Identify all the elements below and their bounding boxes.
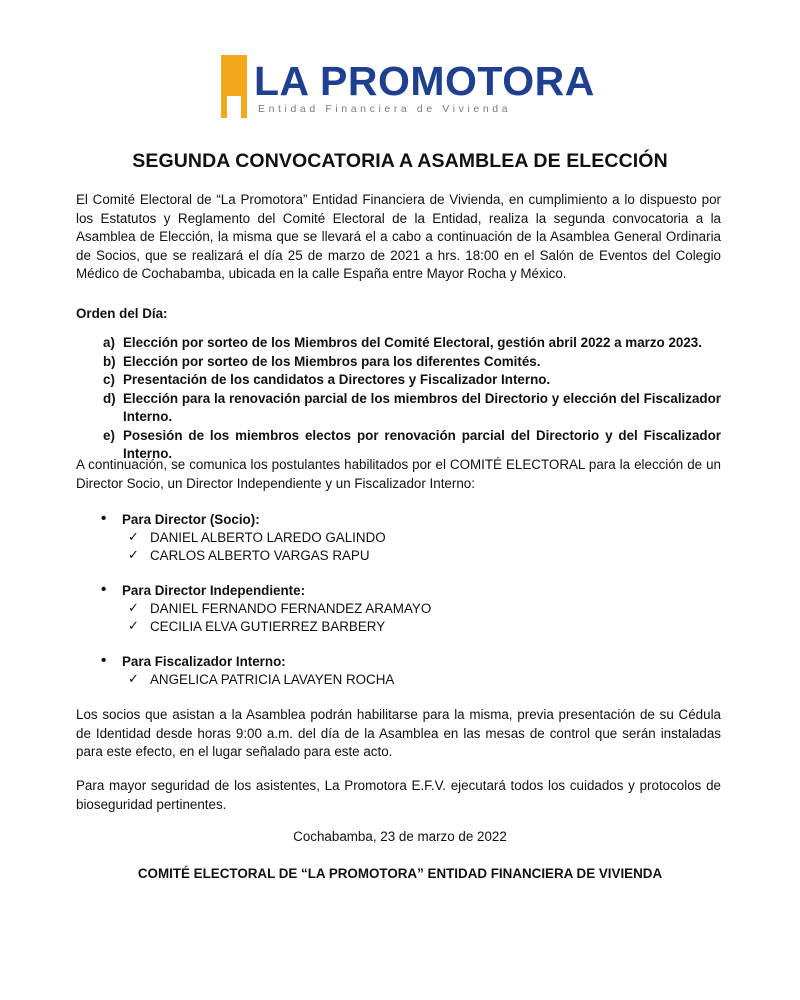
group-heading: Para Director (Socio): xyxy=(122,512,260,527)
candidate-name: DANIEL ALBERTO LAREDO GALINDO xyxy=(150,530,386,545)
candidate-name: DANIEL FERNANDO FERNANDEZ ARAMAYO xyxy=(150,601,432,616)
check-icon: ✓ xyxy=(128,601,139,616)
agenda-item: c) Presentación de los candidatos a Directores y Fiscalizador Interno. xyxy=(103,372,551,387)
signature-line: COMITÉ ELECTORAL DE “LA PROMOTORA” ENTIDAD FINANCIERA DE VIVIENDA xyxy=(137,866,663,881)
bullet-icon: • xyxy=(101,510,107,527)
registration-paragraph: Los socios que asistan a la Asamblea podrán habilitarse para la misma, previa presentación de su Cédula de Identidad desde horas 9:00 a.m. del día de la Asamblea en las mesas de control que serán instaladas para este efecto, en el lugar señalado para este acto. xyxy=(76,707,721,759)
check-icon: ✓ xyxy=(128,619,139,634)
candidate-group-director-independiente xyxy=(101,582,431,636)
logo-tagline: Entidad Financiera de Vivienda xyxy=(258,103,512,115)
candidate-name: CECILIA ELVA GUTIERREZ BARBERY xyxy=(150,619,386,634)
logo-name: LA PROMOTORA xyxy=(254,58,595,104)
agenda-item: d) Elección para la renovación parcial de los miembros del Directorio y elección del Fiscalizador Interno. xyxy=(103,390,721,424)
promotora-logo xyxy=(221,55,595,119)
agenda-heading: Orden del Día: xyxy=(76,306,168,321)
agenda-item: a) Elección por sorteo de los Miembros del Comité Electoral, gestión abril 2022 a marzo 2023. xyxy=(103,335,702,350)
bullet-icon: • xyxy=(101,652,107,669)
candidate-group-director-socio xyxy=(101,511,386,565)
check-icon: ✓ xyxy=(128,530,139,545)
candidate-name: CARLOS ALBERTO VARGAS RAPU xyxy=(150,548,370,563)
document-title: SEGUNDA CONVOCATORIA A ASAMBLEA DE ELECCIÓN xyxy=(132,150,668,172)
intro-paragraph: El Comité Electoral de “La Promotora” Entidad Financiera de Vivienda, en cumplimiento a lo dispuesto por los Estatutos y Reglamento del Comité Electoral de la Entidad, realiza la segunda convocatoria a la Asamblea de Elección, la misma que se llevará el a cabo a continuación de la Asamblea General Ordinaria de Socios, que se realizará el día 25 de marzo de 2021 a hrs. 18:00 en el Salón de Eventos del Colegio Médico de Cochabamba, ubicada en la calle España entre Mayor Rocha y México. xyxy=(76,192,721,281)
agenda-item: e) Posesión de los miembros electos por renovación parcial del Directorio y del Fiscalizador Interno. xyxy=(103,427,721,461)
check-icon: ✓ xyxy=(128,672,139,687)
agenda-item: b) Elección por sorteo de los Miembros para los diferentes Comités. xyxy=(103,353,541,369)
agenda-list xyxy=(103,334,721,464)
logo-house-icon xyxy=(221,55,247,118)
group-heading: Para Director Independiente: xyxy=(122,583,306,598)
group-heading: Para Fiscalizador Interno: xyxy=(122,654,286,669)
candidates-intro-paragraph: A continuación, se comunica los postulantes habilitados por el COMITÉ ELECTORAL para la elección de un Director Socio, un Director Independiente y un Fiscalizador Interno: xyxy=(76,457,721,491)
document-date: Cochabamba, 23 de marzo de 2022 xyxy=(293,829,507,844)
bullet-icon: • xyxy=(101,581,107,598)
security-paragraph: Para mayor seguridad de los asistentes, La Promotora E.F.V. ejecutará todos los cuidados y protocolos de bioseguridad pertinentes. xyxy=(76,778,721,812)
candidate-name: ANGELICA PATRICIA LAVAYEN ROCHA xyxy=(150,672,395,687)
candidate-group-fiscalizador xyxy=(101,653,394,689)
check-icon: ✓ xyxy=(128,548,139,563)
